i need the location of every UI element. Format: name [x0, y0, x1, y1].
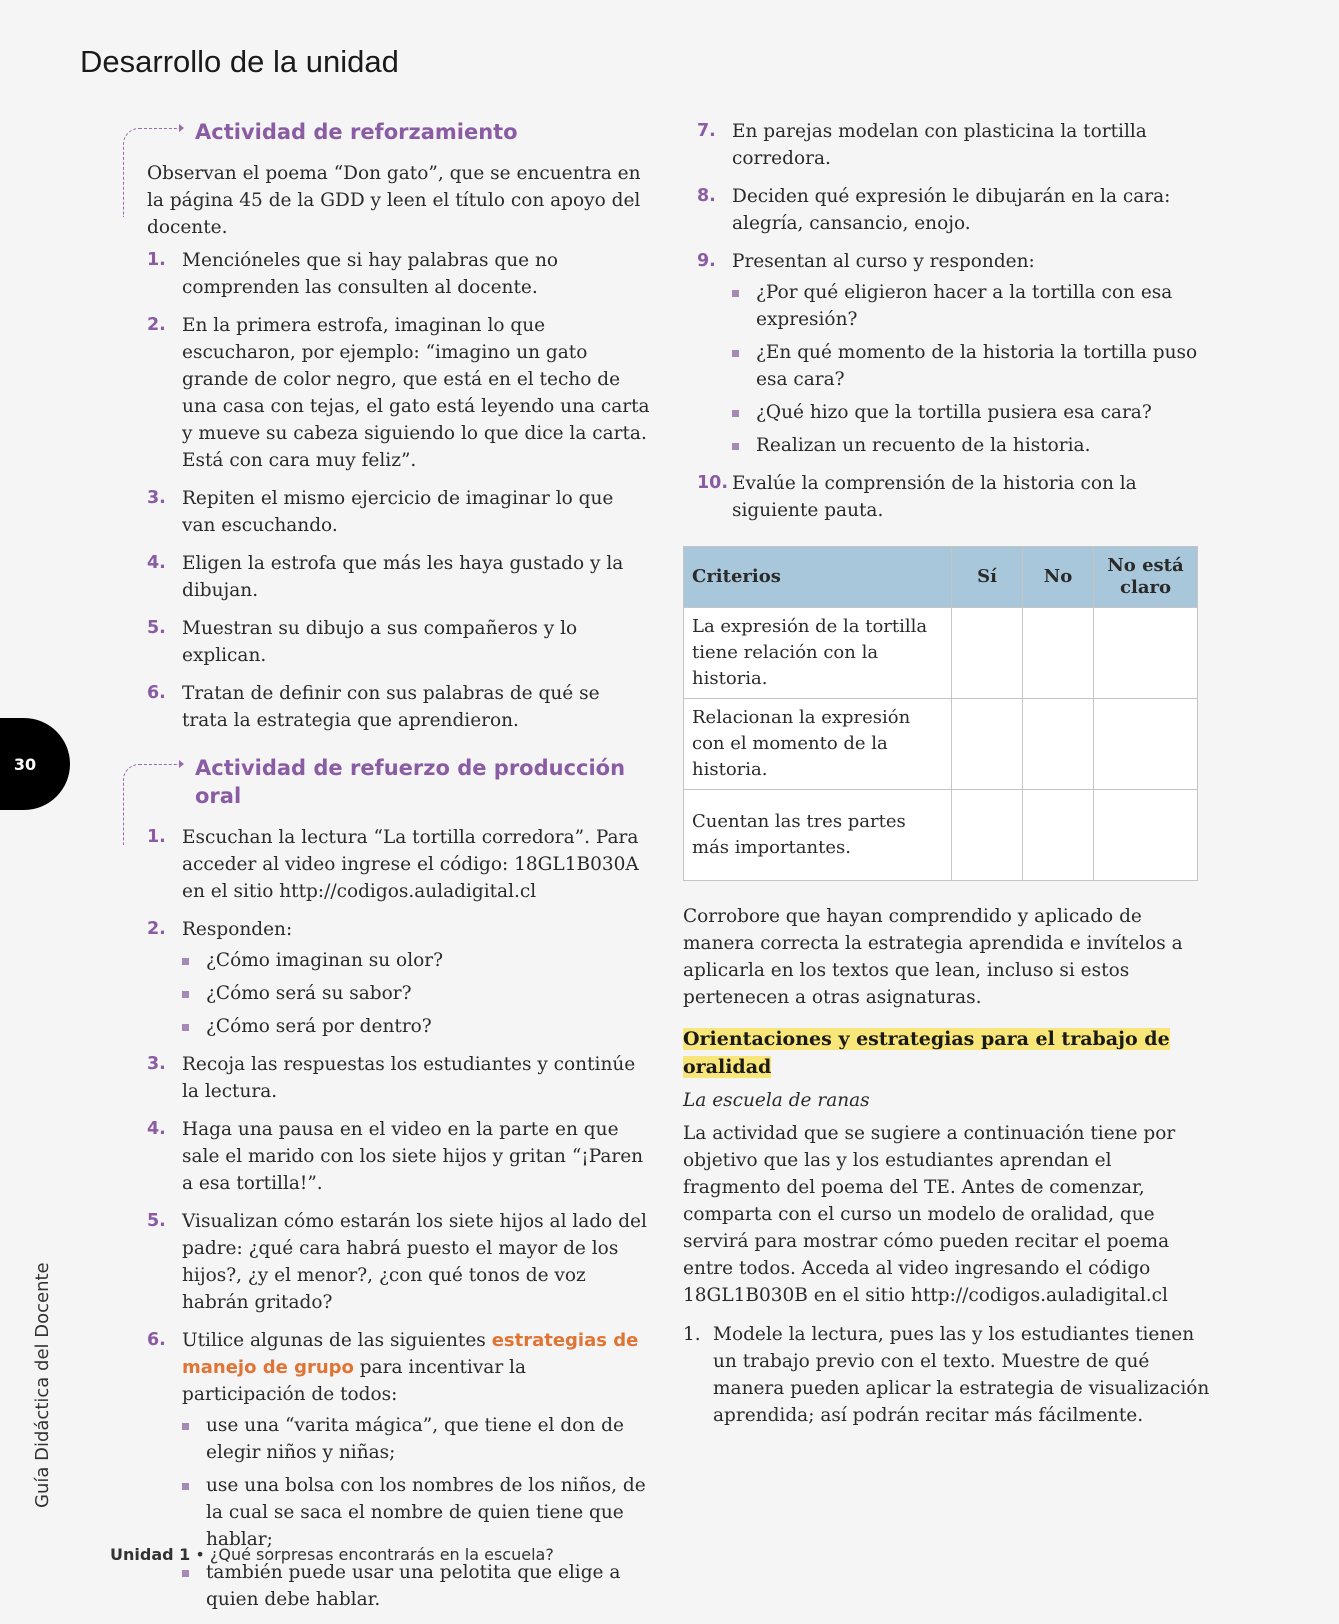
page-number: 30	[13, 754, 37, 774]
criteria-table	[683, 546, 1198, 881]
bullet-item: use una “varita mágica”, que tiene el don de elegir niños y niñas;	[182, 1412, 650, 1466]
bullet-item: Realizan un recuento de la historia.	[732, 432, 1210, 459]
bullet-list	[182, 947, 650, 1040]
activity-paragraph: La actividad que se sugiere a continuación tiene por objetivo que las y los estudiantes aprendan el fragmento del poema del TE. Antes de comenzar, comparta con el curso un modelo de oralidad, que servirá para mostrar cómo pueden recitar el poema entre todos. Acceda al video ingresando el código 18GL1B030B en el sitio http://codigos.auladigital.cl	[683, 1123, 1176, 1306]
bullet-item: ¿Por qué eligieron hacer a la tortilla con esa expresión?	[732, 279, 1210, 333]
answer-cell[interactable]	[1023, 699, 1094, 790]
dashed-bracket-icon	[123, 128, 180, 217]
answer-cell[interactable]	[1023, 608, 1094, 699]
orientaciones-heading: Orientaciones y estrategias para el trabajo de oralidad	[683, 1028, 1170, 1078]
reforzamiento-list	[130, 247, 650, 734]
answer-cell[interactable]	[1094, 699, 1198, 790]
continued-list	[695, 118, 1210, 524]
bullet-list	[732, 279, 1210, 459]
list-item: 9. Presentan al curso y responden: ¿Por qué eligieron hacer a la tortilla con esa expresión? ¿En qué momento de la historia la tortilla puso esa cara? ¿Qué hizo que la tortilla pusiera esa cara? Realizan un recuento de la historia.	[695, 248, 1210, 459]
list-item: 10. Evalúe la comprensión de la historia con la siguiente pauta.	[697, 473, 1137, 521]
list-item: 4. Haga una pausa en el video en la parte en que sale el marido con los siete hijos y gritan “¡Paren a esa tortilla!”.	[147, 1119, 644, 1194]
page-number-tab	[0, 718, 70, 810]
list-item: 5. Muestran su dibujo a sus compañeros y lo explican.	[147, 618, 578, 666]
final-list	[683, 1321, 1210, 1429]
side-label: Guía Didáctica del Docente	[32, 1262, 53, 1508]
table-header: Criterios	[684, 547, 952, 608]
footer-unit: Unidad 1	[110, 1545, 191, 1564]
reforzamiento-heading: Actividad de reforzamiento	[195, 118, 650, 146]
answer-cell[interactable]	[952, 608, 1023, 699]
answer-cell[interactable]	[952, 790, 1023, 881]
list-item: 7. En parejas modelan con plasticina la tortilla corredora.	[697, 121, 1147, 169]
list-item: 3. Repiten el mismo ejercicio de imaginar lo que van escuchando.	[147, 488, 614, 536]
answer-cell[interactable]	[1094, 790, 1198, 881]
answer-cell[interactable]	[952, 699, 1023, 790]
table-header: Sí	[952, 547, 1023, 608]
subheading: La escuela de ranas	[683, 1090, 870, 1111]
list-item: 2. En la primera estrofa, imaginan lo que escucharon, por ejemplo: “imagino un gato grande de color negro, que está en el techo de una casa con tejas, el gato está leyendo una carta y mueve su cabeza siguiendo lo que dice la carta. Está con cara muy feliz”.	[147, 315, 650, 471]
page-title: Desarrollo de la unidad	[80, 44, 399, 79]
reforzamiento-intro: Observan el poema “Don gato”, que se encuentra en la página 45 de la GDD y leen el título con apoyo del docente.	[147, 163, 641, 238]
criteria-cell: Relacionan la expresión con el momento de la historia.	[684, 699, 952, 790]
list-item: 4. Eligen la estrofa que más les haya gustado y la dibujan.	[147, 553, 624, 601]
bullet-item: ¿Cómo imaginan su olor?	[182, 947, 650, 974]
table-row	[684, 699, 1198, 790]
list-item: 2. Responden: ¿Cómo imaginan su olor? ¿Cómo será su sabor? ¿Cómo será por dentro?	[130, 916, 650, 1040]
bullet-item: ¿En qué momento de la historia la tortilla puso esa cara?	[732, 339, 1210, 393]
bullet-list	[182, 1412, 650, 1613]
criteria-cell: Cuentan las tres partes más importantes.	[684, 790, 952, 881]
answer-cell[interactable]	[1094, 608, 1198, 699]
right-column	[683, 118, 1210, 1440]
table-header: No	[1023, 547, 1094, 608]
list-item: 6. Tratan de definir con sus palabras de qué se trata la estrategia que aprendieron.	[147, 683, 600, 731]
strategy-link[interactable]: estrategias de manejo de grupo	[182, 1330, 639, 1378]
list-item: 6. Utilice algunas de las siguientes estrategias de manejo de grupo para incentivar la participación de todos: use una “varita mágica”, que tiene el don de elegir niños y niñas; use una bolsa con los nombres de los niños, de la cual se saca el nombre de quien tiene que hablar; también puede usar una pelotita que elige a quien debe hablar.	[130, 1327, 650, 1613]
table-header-row	[684, 547, 1198, 608]
list-item: 3. Recoja las respuestas los estudiantes y continúe la lectura.	[147, 1054, 636, 1102]
final-list-wrap	[683, 1321, 1210, 1429]
table-header: No está claro	[1094, 547, 1198, 608]
bullet-item: ¿Cómo será por dentro?	[182, 1013, 650, 1040]
list-item: 1. Modele la lectura, pues las y los estudiantes tienen un trabajo previo con el texto. Muestre de qué manera pueden aplicar la estrategia de visualización aprendida; así podrán recitar más fácilmente.	[683, 1324, 1210, 1426]
oral-heading: Actividad de refuerzo de producción oral	[195, 754, 650, 810]
answer-cell[interactable]	[1023, 790, 1094, 881]
list-item: 8. Deciden qué expresión le dibujarán en la cara: alegría, cansancio, enojo.	[697, 186, 1171, 234]
footer-title: ¿Qué sorpresas encontrarás en la escuela?	[209, 1545, 554, 1564]
left-column	[130, 118, 650, 1624]
corroborate-paragraph: Corrobore que hayan comprendido y aplicado de manera correcta la estrategia aprendida e invítelos a aplicarla en los textos que lean, incluso si estos pertenecen a otras asignaturas.	[683, 906, 1183, 1008]
bullet-item: ¿Cómo será su sabor?	[182, 980, 650, 1007]
footer-sep: •	[190, 1545, 210, 1564]
criteria-cell: La expresión de la tortilla tiene relación con la historia.	[684, 608, 952, 699]
table-row	[684, 790, 1198, 881]
footer	[110, 1545, 554, 1564]
list-item: 5. Visualizan cómo estarán los siete hijos al lado del padre: ¿qué cara habrá puesto el mayor de los hijos?, ¿y el menor?, ¿con qué tonos de voz habrán gritado?	[147, 1211, 647, 1313]
bullet-item: ¿Qué hizo que la tortilla pusiera esa cara?	[732, 399, 1210, 426]
list-item: 1. Mencióneles que si hay palabras que no comprenden las consulten al docente.	[147, 250, 559, 298]
bullet-item: use una bolsa con los nombres de los niños, de la cual se saca el nombre de quien tiene que hablar;	[182, 1472, 650, 1553]
table-row	[684, 608, 1198, 699]
bullet-item: también puede usar una pelotita que elige a quien debe hablar.	[182, 1559, 650, 1613]
oral-list	[130, 824, 650, 1613]
list-item: 1. Escuchan la lectura “La tortilla corredora”. Para acceder al video ingrese el código: 18GL1B030A en el sitio http://codigos.auladigital.cl	[147, 827, 639, 902]
